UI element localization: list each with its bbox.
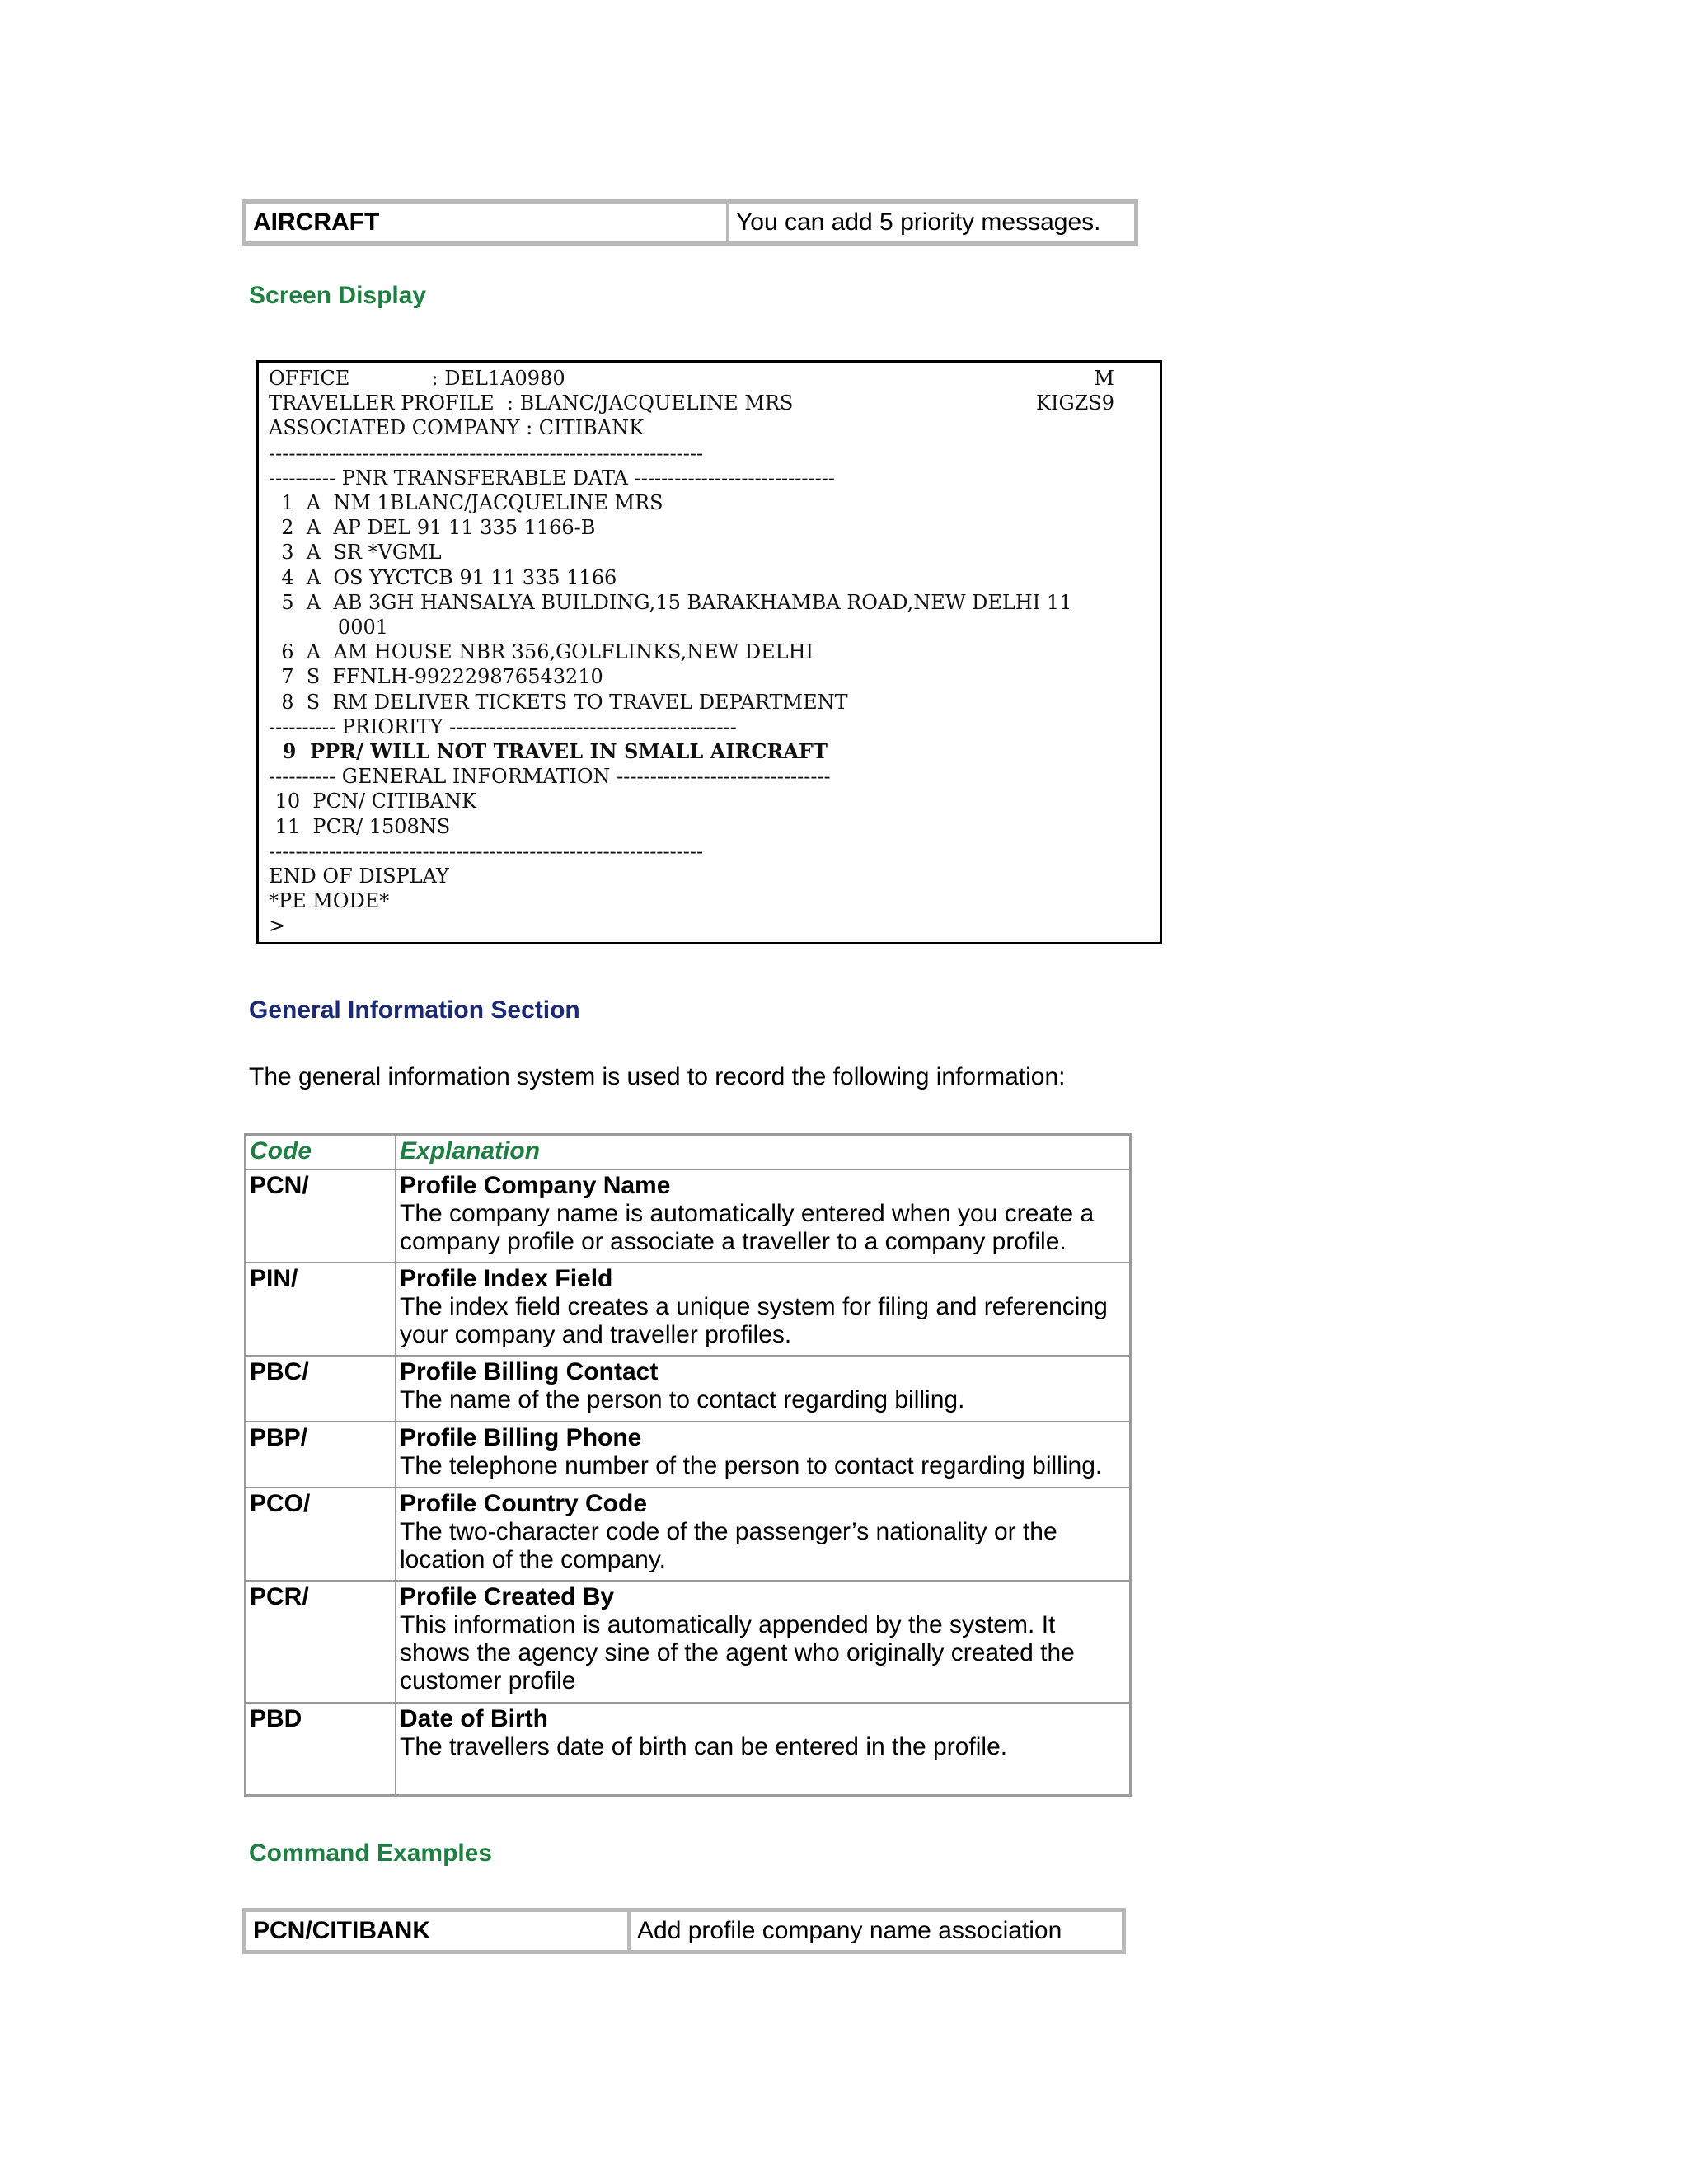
terminal-line: ---------- PRIORITY ------------------------------------------- <box>269 715 737 738</box>
explanation-text: The index field creates a unique system for filing and referencing your company and traveller profiles. <box>400 1293 1108 1348</box>
terminal-line: 5 A AB 3GH HANSALYA BUILDING,15 BARAKHAMBA ROAD,NEW DELHI 11 <box>269 590 1072 614</box>
table-body <box>246 1169 1131 1795</box>
terminal-header-line: TRAVELLER PROFILE : BLANC/JACQUELINE MRS <box>269 391 794 415</box>
screen-display-heading: Screen Display <box>249 282 427 309</box>
terminal-line: 7 S FFNLH-992229876543210 <box>269 665 603 689</box>
terminal-line: ----------------------------------------------------------------- <box>269 441 704 465</box>
code-cell: PBC/ <box>246 1356 396 1422</box>
explanation-cell <box>396 1488 1131 1581</box>
priority-messages-cell: You can add 5 priority messages. <box>728 202 1136 243</box>
terminal-line: 2 A AP DEL 91 11 335 1166-B <box>269 516 596 540</box>
table-row <box>246 1356 1131 1422</box>
explanation-text: The company name is automatically entered when you create a company profile or associate a traveller to a company profile. <box>400 1200 1095 1255</box>
explanation-title: Date of Birth <box>400 1705 548 1732</box>
explanation-text: The telephone number of the person to contact regarding billing. <box>400 1452 1103 1479</box>
code-column-header: Code <box>246 1135 396 1170</box>
aircraft-cell: AIRCRAFT <box>245 202 728 243</box>
code-cell: PCR/ <box>246 1581 396 1703</box>
code-cell: PCO/ <box>246 1488 396 1581</box>
terminal-line: 4 A OS YYCTCB 91 11 335 1166 <box>269 565 617 589</box>
table-row <box>246 1581 1131 1703</box>
terminal-line: 11 PCR/ 1508NS <box>269 814 451 838</box>
terminal-header-right: M <box>1094 367 1114 390</box>
terminal-line: 9 PPR/ WILL NOT TRAVEL IN SMALL AIRCRAFT <box>269 739 828 763</box>
table-row <box>246 1169 1131 1263</box>
explanation-title: Profile Billing Contact <box>400 1358 659 1385</box>
explanation-cell <box>396 1581 1131 1703</box>
terminal-line: 10 PCN/ CITIBANK <box>269 790 476 813</box>
intro-text: The general information system is used to record the following information: <box>249 1063 1066 1090</box>
terminal-line: ---------- PNR TRANSFERABLE DATA ------------------------------ <box>269 466 835 490</box>
table-row <box>246 1703 1131 1795</box>
explanation-text: The name of the person to contact regarding billing. <box>400 1386 965 1413</box>
command-cell: PCN/CITIBANK <box>245 1910 629 1952</box>
general-info-table <box>244 1133 1132 1797</box>
terminal-header-line: OFFICE : DEL1A0980 <box>269 367 565 390</box>
terminal-line: 0001 <box>269 616 388 639</box>
explanation-cell <box>396 1263 1131 1356</box>
explanation-title: Profile Country Code <box>400 1490 648 1517</box>
explanation-column-header: Explanation <box>396 1135 1131 1170</box>
explanation-title: Profile Billing Phone <box>400 1424 642 1451</box>
explanation-cell <box>396 1422 1131 1488</box>
terminal-header-right: KIGZS9 <box>1036 391 1114 415</box>
table-row <box>246 1422 1131 1488</box>
explanation-text: The two-character code of the passenger’s nationality or the location of the company. <box>400 1518 1057 1573</box>
explanation-text: The travellers date of birth can be entered in the profile. <box>400 1733 1008 1760</box>
explanation-title: Profile Company Name <box>400 1172 671 1199</box>
terminal-line: *PE MODE* <box>269 889 390 913</box>
table-row <box>246 1263 1131 1356</box>
terminal-line: END OF DISPLAY <box>269 865 449 888</box>
terminal-line: ----------------------------------------------------------------- <box>269 839 704 863</box>
explanation-cell <box>396 1703 1131 1795</box>
terminal-screen <box>256 360 1162 944</box>
terminal-header-line: ASSOCIATED COMPANY : CITIBANK <box>269 416 645 440</box>
explanation-title: Profile Created By <box>400 1583 615 1610</box>
terminal-line: 3 A SR *VGML <box>269 541 442 565</box>
code-cell: PBD <box>246 1703 396 1795</box>
table-header-row <box>246 1135 1131 1170</box>
terminal-line: 6 A AM HOUSE NBR 356,GOLFLINKS,NEW DELHI <box>269 640 814 664</box>
terminal-line: 8 S RM DELIVER TICKETS TO TRAVEL DEPARTMENT <box>269 690 848 714</box>
explanation-title: Profile Index Field <box>400 1265 613 1292</box>
code-cell: PBP/ <box>246 1422 396 1488</box>
code-cell: PIN/ <box>246 1263 396 1356</box>
terminal-line: ---------- GENERAL INFORMATION -------------------------------- <box>269 765 831 789</box>
general-info-heading: General Information Section <box>249 996 580 1024</box>
table-row <box>246 1488 1131 1581</box>
explanation-cell <box>396 1169 1131 1263</box>
command-examples-heading: Command Examples <box>249 1840 493 1867</box>
command-example-table <box>242 1908 1126 1954</box>
terminal-line: 1 A NM 1BLANC/JACQUELINE MRS <box>269 491 663 514</box>
aircraft-table <box>242 199 1138 246</box>
command-description-cell: Add profile company name association <box>629 1910 1123 1952</box>
code-cell: PCN/ <box>246 1169 396 1263</box>
explanation-cell <box>396 1356 1131 1422</box>
terminal-line: > <box>269 914 286 938</box>
explanation-text: This information is automatically appended by the system. It shows the agency sine of the agent who originally created the customer profile <box>400 1611 1075 1694</box>
